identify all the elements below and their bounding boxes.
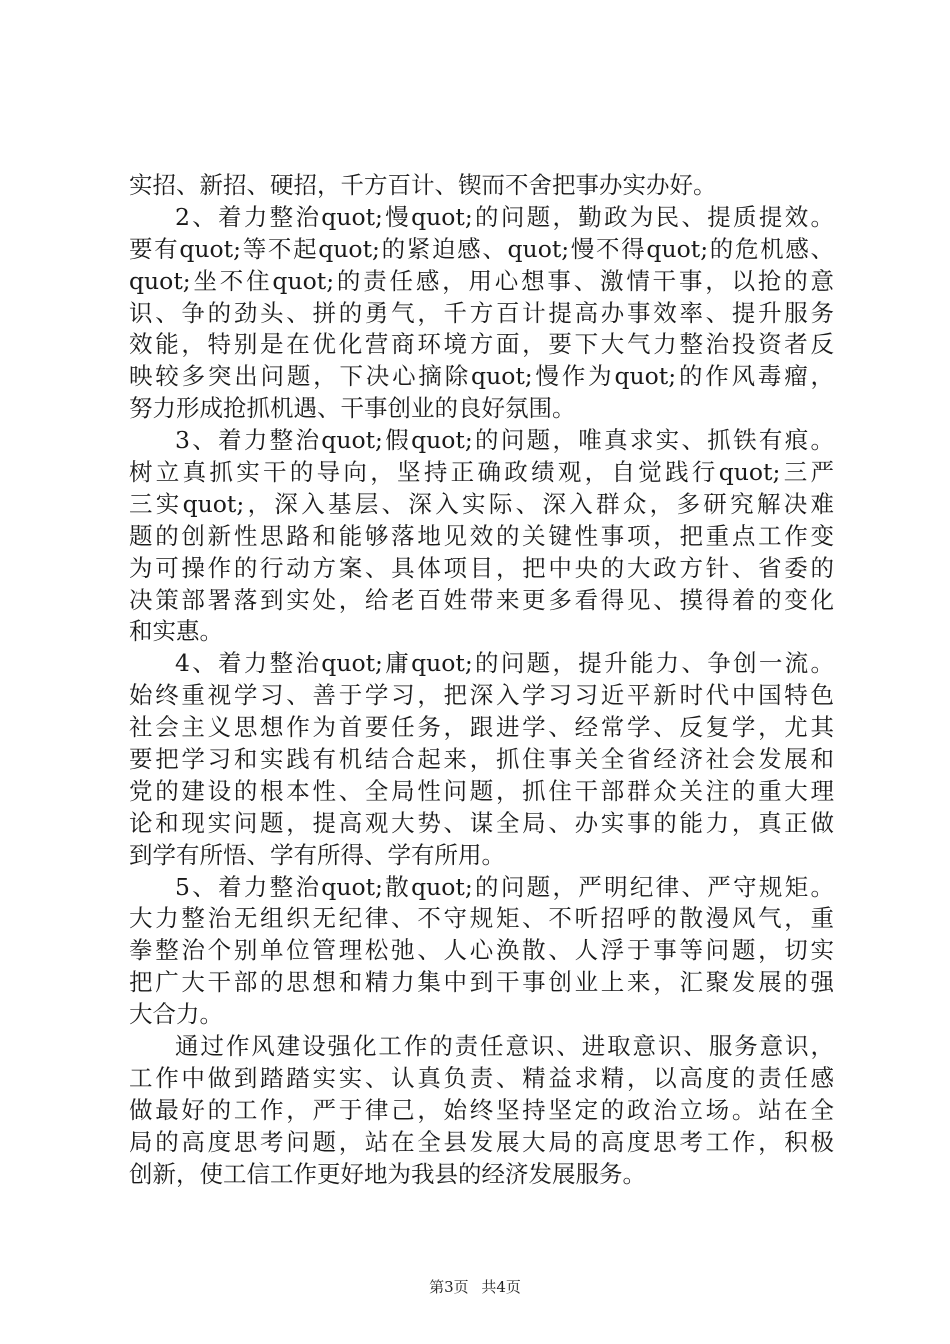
text-line: 识、争的劲头、拼的勇气，千方百计提高办事效率、提升服务 [129,298,834,327]
text-line: 努力形成抢抓机遇、干事创业的良好氛围。 [129,394,576,423]
text-line: 树立真抓实干的导向，坚持正确政绩观，自觉践行quot;三严 [129,458,834,487]
text-line: 工作中做到踏踏实实、认真负责、精益求精，以高度的责任感 [129,1063,834,1092]
text-line: 社会主义思想作为首要任务，跟进学、经常学、反复学，尤其 [129,713,834,742]
text-line: 效能，特别是在优化营商环境方面，要下大气力整治投资者反 [129,330,834,359]
text-line: 要把学习和实践有机结合起来，抓住事关全省经济社会发展和 [129,745,834,774]
text-line: 大合力。 [129,1000,223,1029]
text-line: 大力整治无组织无纪律、不守规矩、不听招呼的散漫风气，重 [129,904,834,933]
text-line: 通过作风建设强化工作的责任意识、进取意识、服务意识， [175,1032,834,1061]
text-line: quot;坐不住quot;的责任感，用心想事、激情干事，以抢的意 [129,266,834,295]
text-line: 映较多突出问题，下决心摘除quot;慢作为quot;的作风毒瘤， [129,362,834,391]
page-footer [0,1276,950,1297]
text-line: 3、着力整治quot;假quot;的问题，唯真求实、抓铁有痕。 [175,426,834,455]
text-line: 为可操作的行动方案、具体项目，把中央的大政方针、省委的 [129,553,834,582]
text-line: 局的高度思考问题，站在全县发展大局的高度思考工作，积极 [129,1127,834,1156]
text-line: 实招、新招、硬招，千方百计、锲而不舍把事办实办好。 [129,171,717,199]
text-line: 拳整治个别单位管理松弛、人心涣散、人浮于事等问题，切实 [129,936,834,965]
page-total: 共4页 [481,1278,521,1296]
text-line: 三实quot;，深入基层、深入实际、深入群众，多研究解决难 [129,489,834,518]
document-body [129,170,834,1191]
text-line: 创新，使工信工作更好地为我县的经济发展服务。 [129,1159,646,1188]
text-line: 题的创新性思路和能够落地见效的关键性事项，把重点工作变 [129,521,834,550]
text-line: 把广大干部的思想和精力集中到干事创业上来，汇聚发展的强 [129,968,834,997]
text-line: 决策部署落到实处，给老百姓带来更多看得见、摸得着的变化 [129,585,834,614]
text-line: 5、着力整治quot;散quot;的问题，严明纪律、严守规矩。 [175,872,834,901]
text-line: 论和现实问题，提高观大势、谋全局、办实事的能力，真正做 [129,808,834,837]
text-line: 和实惠。 [129,617,223,646]
text-line: 2、着力整治quot;慢quot;的问题，勤政为民、提质提效。 [175,202,834,231]
text-line: 始终重视学习、善于学习，把深入学习习近平新时代中国特色 [129,681,834,710]
page-number: 第3页 [429,1278,469,1296]
text-line: 要有quot;等不起quot;的紧迫感、quot;慢不得quot;的危机感、 [129,234,834,263]
text-line: 党的建设的根本性、全局性问题，抓住干部群众关注的重大理 [129,776,834,805]
text-line: 到学有所悟、学有所得、学有所用。 [129,840,505,869]
text-line: 做最好的工作，严于律己，始终坚持坚定的政治立场。站在全 [129,1095,834,1124]
text-line: 4、着力整治quot;庸quot;的问题，提升能力、争创一流。 [175,649,834,678]
